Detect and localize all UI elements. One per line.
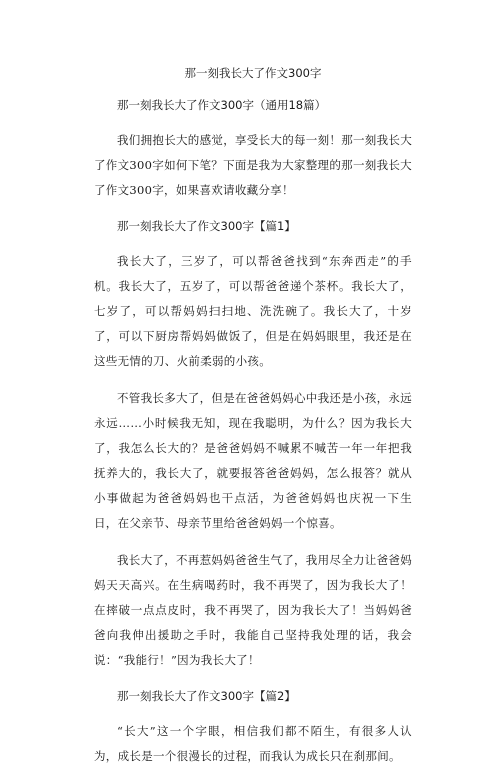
- section-2-paragraph-1: “长大”这一个字眼，相信我们都不陌生，有很多人认为，成长是一个很漫长的过程，而我认为成长只在刹那间。: [94, 724, 412, 763]
- section-1-paragraph-2: 不管我长多大了，但是在爸爸妈妈心中我还是小孩，永远永远……小时候我无知，现在我聪明，为什么？因为我长大了，我怎么长大的？是爸爸妈妈不喊累不喊苦一年一年把我抚养大的，我长大了，就要报答爸爸妈妈，怎么报答？就从小事做起为爸爸妈妈也干点活，为爸爸妈妈也庆祝一下生日，在父亲节、母亲节里给爸爸妈妈一个惊喜。: [94, 391, 412, 530]
- section-heading-1: 那一刻我长大了作文300字【篇1】: [117, 219, 296, 233]
- section-1-paragraph-3: 我长大了，不再惹妈妈爸爸生气了，我用尽全力让爸爸妈妈天天高兴。在生病喝药时，我不再哭了，因为我长大了！在摔破一点点皮时，我不再哭了，因为我长大了！当妈妈爸爸向我伸出援助之手时，我能自己坚持我处理的话，我会说：“我能行！”因为我长大了！: [94, 553, 412, 667]
- document-body: [94, 62, 412, 781]
- document-title: 那一刻我长大了作文300字: [184, 66, 322, 80]
- section-heading-2: 那一刻我长大了作文300字【篇2】: [117, 689, 296, 703]
- intro-paragraph: 我们拥抱长大的感觉，享受长大的每一刻！那一刻我长大了作文300字如何下笔？下面是我为大家整理的那一刻我长大了作文300字，如果喜欢请收藏分享！: [94, 133, 412, 197]
- document-subtitle: 那一刻我长大了作文300字（通用18篇）: [117, 98, 327, 112]
- section-1-paragraph-1: 我长大了，三岁了，可以帮爸爸找到“东奔西走”的手机。我长大了，五岁了，可以帮爸爸递个茶杯。我长大了，七岁了，可以帮妈妈扫扫地、洗洗碗了。我长大了，十岁了，可以下厨房帮妈妈做饭了，但是在妈妈眼里，我还是在这些无情的刀、火前柔弱的小孩。: [94, 254, 412, 368]
